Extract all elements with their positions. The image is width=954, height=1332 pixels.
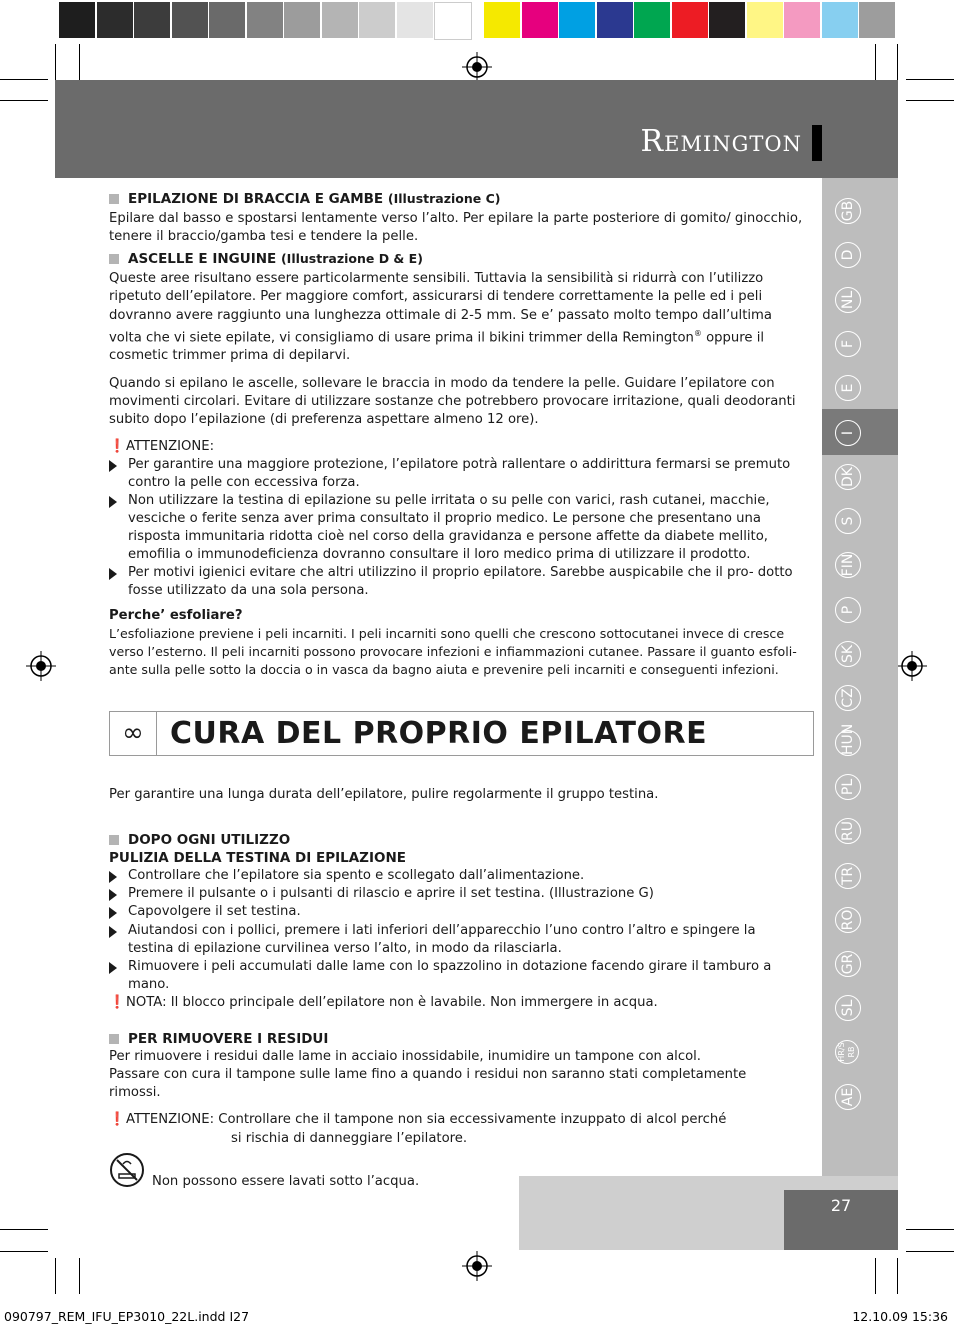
- crop-mark: [79, 1258, 80, 1294]
- color-swatch: [784, 2, 820, 38]
- crop-mark: [55, 44, 56, 80]
- language-tab-i[interactable]: I: [835, 420, 861, 446]
- list-item-text: Non utilizzare la testina di epilazione su pelle irritata o su pelle con varici, rash cutanei, macchie, vesciche o ferite senza aver prima consultato il proprio medico. Le persone che presentano una risposta immunitaria ridotta cioè nel corso della gravidanza e persone affette da diabete mellito, emofilia o immunodeficienza dovranno consultare il loro medico prima di utilizzare il prodotto.: [128, 492, 770, 563]
- registration-mark-icon: [462, 1251, 492, 1281]
- arrow-bullet-icon: [109, 871, 117, 883]
- page-header: [55, 80, 898, 178]
- step-item: [109, 903, 804, 921]
- arrow-bullet-icon: [109, 496, 117, 508]
- step-list: [109, 867, 804, 994]
- language-tab-sl[interactable]: SL: [835, 995, 861, 1021]
- color-swatch: [597, 2, 633, 38]
- page-number: 27: [784, 1190, 898, 1250]
- crop-mark: [0, 1229, 48, 1230]
- crop-mark: [0, 79, 48, 80]
- language-tab-tr[interactable]: TR: [835, 863, 861, 889]
- gray-swatch: [97, 2, 133, 38]
- list-item-text: Premere il pulsante o i pulsanti di rilascio e aprire il set testina. (Illustrazione G): [128, 886, 654, 902]
- color-swatch: [859, 2, 895, 38]
- list-item-text: Controllare che l’epilatore sia spento e scollegato dall’alimentazione.: [128, 868, 585, 884]
- square-bullet-icon: [109, 254, 119, 264]
- step-item: [109, 922, 804, 958]
- list-item-text: Aiutandosi con i pollici, premere i lati inferiori dell’apparecchio l’uno contro l’altro e spingere la testina di epilazione curvilinea verso l’alto, in modo da rilasciarla.: [128, 922, 756, 956]
- gray-swatch: [322, 2, 358, 38]
- list-item-text: Per motivi igienici evitare che altri utilizzino il proprio epilatore. Sarebbe auspicabile che il pro- dotto fosse utilizzato da una sola persona.: [128, 565, 793, 599]
- date-slug: 12.10.09 15:36: [852, 1309, 948, 1324]
- paragraph: L’esfoliazione previene i peli incarniti. I peli incarniti sono quelli che crescono sottocutanei invece di cresce verso l’esterno. Il peli incarniti possono provocare infezioni e infiammazioni cutanee. Passare il guanto esfoli- ante sulla pelle sotto la doccia o in vasca da bagno aiuta e prevenire peli incarniti e conseguenti infezioni.: [109, 626, 797, 678]
- registration-mark-icon: [462, 52, 492, 82]
- language-tab-e[interactable]: E: [835, 375, 861, 401]
- warning-label: ❗ATTENZIONE: Controllare che il tampone non sia eccessivamente inzuppato di alcol perché: [109, 1111, 804, 1129]
- language-tab-ae[interactable]: AE: [835, 1084, 861, 1110]
- list-item-text: Rimuovere i peli accumulati dalle lame con lo spazzolino in dotazione facendo girare il tamburo a mano.: [128, 958, 772, 992]
- arrow-bullet-icon: [109, 568, 117, 580]
- color-swatch: [672, 2, 708, 38]
- language-sidebar: [822, 178, 898, 1176]
- section-heading: EPILAZIONE DI BRACCIA E GAMBE (Illustrazione C): [109, 190, 804, 208]
- paragraph: Epilare dal basso e spostarsi lentamente verso l’alto. Per epilare la parte posteriore di gomito/ ginocchio, tenere il braccio/gamba tesi e tendere la pelle.: [109, 211, 803, 245]
- paragraph: Per rimuovere i residui dalle lame in acciaio inossidabile, inumidire un tampone con alcol. Passare con cura il tampone sulle lame fino a quando i residui non saranno stati completamente rimossi.: [109, 1049, 747, 1101]
- square-bullet-icon: [109, 194, 119, 204]
- warning-icon: ❗: [109, 1112, 126, 1128]
- section-heading: ASCELLE E INGUINE (Illustrazione D & E): [109, 250, 804, 268]
- crop-mark: [55, 1258, 56, 1294]
- subheading: Perche’ esfoliare?: [109, 608, 243, 624]
- language-tab-ru[interactable]: RU: [835, 818, 861, 844]
- language-tab-s[interactable]: S: [835, 508, 861, 534]
- crop-mark: [897, 44, 898, 80]
- crop-mark: [897, 1258, 898, 1294]
- no-water-icon: [109, 1152, 145, 1188]
- warning-text: si rischia di danneggiare l’epilatore.: [231, 1130, 468, 1146]
- color-swatch: [484, 2, 520, 38]
- care-content: [109, 786, 804, 1192]
- no-wash-text: Non possono essere lavati sotto l’acqua.: [152, 1173, 420, 1189]
- warning-item: [109, 492, 804, 564]
- file-slug: 090797_REM_IFU_EP3010_22L.indd I27: [4, 1309, 250, 1324]
- gray-swatch: [247, 2, 283, 38]
- crop-mark: [906, 1251, 954, 1252]
- language-tab-gb[interactable]: GB: [835, 198, 861, 224]
- registration-mark-icon: [26, 651, 56, 681]
- section-heading: PER RIMUOVERE I RESIDUI: [109, 1030, 804, 1048]
- section-title-box: [109, 711, 814, 756]
- language-tab-ro[interactable]: RO: [835, 907, 861, 933]
- gray-swatch: [359, 2, 395, 38]
- step-item: [109, 885, 804, 903]
- section-heading: DOPO OGNI UTILIZZO: [109, 831, 804, 849]
- crop-mark: [906, 1229, 954, 1230]
- paragraph: Queste aree risultano essere particolarmente sensibili. Tuttavia la sensibilità si ridurrà con l’utilizzo ripetuto dell’epilatore. Per maggiore comfort, assicurarsi di tendere correttamente la pelle ed i peli dovranno avere raggiunto una lunghezza ottimale di 2-5 mm. Se e’ passato molto tempo dall’ultima volta che vi siete epilate, vi consigliamo di usare prima il bikini trimmer della Remington® oppure il cosmetic trimmer prima di depilarvi.: [109, 271, 772, 364]
- language-tab-f[interactable]: F: [835, 331, 861, 357]
- crop-mark: [875, 44, 876, 80]
- color-swatch: [822, 2, 858, 38]
- gray-swatch: [172, 2, 208, 38]
- gray-swatch: [134, 2, 170, 38]
- gray-swatch: [397, 2, 433, 38]
- language-tab-p[interactable]: P: [835, 597, 861, 623]
- arrow-bullet-icon: [109, 889, 117, 901]
- color-swatch: [747, 2, 783, 38]
- color-swatch: [634, 2, 670, 38]
- color-swatch: [559, 2, 595, 38]
- gray-swatch: [434, 2, 472, 40]
- main-content: [109, 190, 804, 679]
- language-tab-fin[interactable]: FIN: [835, 552, 861, 578]
- crop-mark: [906, 79, 954, 80]
- language-tab-pl[interactable]: PL: [835, 774, 861, 800]
- warning-item: [109, 564, 804, 600]
- language-tab-hun[interactable]: HUN: [835, 730, 861, 756]
- arrow-bullet-icon: [109, 926, 117, 938]
- paragraph: Per garantire una lunga durata dell’epilatore, pulire regolarmente il gruppo testina.: [109, 787, 659, 802]
- arrow-bullet-icon: [109, 460, 117, 472]
- language-tab-gr[interactable]: GR: [835, 951, 861, 977]
- color-swatch: [522, 2, 558, 38]
- arrow-bullet-icon: [109, 962, 117, 974]
- step-item: [109, 958, 804, 994]
- language-tab-d[interactable]: D: [835, 242, 861, 268]
- subheading: PULIZIA DELLA TESTINA DI EPILAZIONE: [109, 850, 406, 867]
- warning-icon: ❗: [109, 994, 126, 1010]
- infinity-icon: ∞: [110, 712, 157, 755]
- square-bullet-icon: [109, 1034, 119, 1044]
- warning-list: [109, 456, 804, 601]
- list-item-text: Per garantire una maggiore protezione, l’epilatore potrà rallentare o addirittura fermarsi se premuto contro la pelle con eccessiva forza.: [128, 456, 791, 490]
- square-bullet-icon: [109, 835, 119, 845]
- arrow-bullet-icon: [109, 907, 117, 919]
- language-tab-sk[interactable]: SK: [835, 641, 861, 667]
- crop-mark: [0, 100, 48, 101]
- language-tab-cz[interactable]: CZ: [835, 685, 861, 711]
- gray-swatch: [284, 2, 320, 38]
- language-tab-hr-srb[interactable]: HR/SRB: [835, 1040, 859, 1064]
- registration-mark-icon: [897, 651, 927, 681]
- note: ❗NOTA: Il blocco principale dell’epilatore non è lavabile. Non immergere in acqua.: [109, 994, 804, 1012]
- remington-logo: Remington: [640, 124, 802, 159]
- crop-mark: [0, 1251, 48, 1252]
- warning-item: [109, 456, 804, 492]
- crop-mark: [875, 1258, 876, 1294]
- step-item: [109, 867, 804, 885]
- page-footer-box: [519, 1176, 898, 1250]
- warning-icon: ❗: [109, 438, 126, 454]
- list-item-text: Capovolgere il set testina.: [128, 904, 301, 920]
- gray-swatch: [209, 2, 245, 38]
- crop-mark: [79, 44, 80, 80]
- gray-swatch: [59, 2, 95, 38]
- warning-label: ❗ATTENZIONE:: [109, 438, 804, 456]
- crop-mark: [906, 100, 954, 101]
- language-tab-nl[interactable]: NL: [835, 287, 861, 313]
- paragraph: Quando si epilano le ascelle, sollevare le braccia in modo da tendere la pelle. Guidare l’epilatore con movimenti circolari. Evitare di utilizzare sostanze che potrebbero provocare irritazione, quali deodoranti subito dopo l’epilazione (di preferenza aspettare almeno 12 ore).: [109, 376, 796, 428]
- language-tab-dk[interactable]: DK: [835, 464, 861, 490]
- color-swatch: [709, 2, 745, 38]
- logo-bar: [812, 125, 822, 161]
- section-title: CURA DEL PROPRIO EPILATORE: [170, 716, 708, 751]
